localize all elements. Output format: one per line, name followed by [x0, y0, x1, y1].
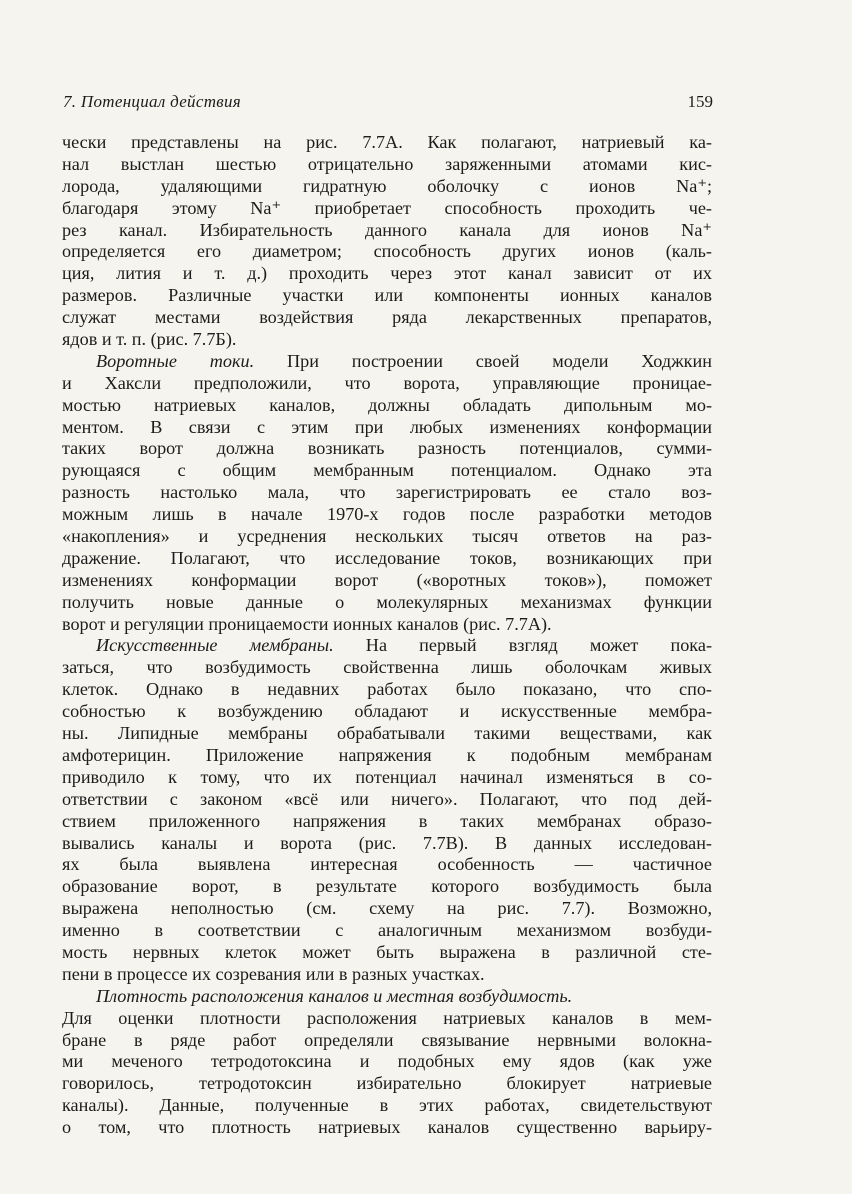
text-line: [62, 592, 712, 614]
line-text: При построении своей модели Ходжкин: [254, 350, 712, 371]
text-line: [62, 614, 712, 636]
text-line: [62, 132, 712, 154]
line-text: ядов и т. п. (рис. 7.7Б).: [62, 329, 237, 350]
line-text: и Хаксли предположили, что ворота, управляющие проницае-: [62, 372, 712, 393]
text-line: [62, 876, 712, 898]
paragraph-heading: Воротные токи.: [96, 350, 255, 371]
line-text: таких ворот должна возникать разность потенциалов, сумми-: [62, 438, 712, 459]
line-text: заться, что возбудимость свойственна лишь оболочкам живых: [62, 657, 712, 678]
text-line: [62, 1095, 712, 1117]
line-text: можным лишь в начале 1970-х годов после разработки методов: [62, 504, 712, 525]
text-line: [62, 679, 712, 701]
text-line: [62, 438, 712, 460]
line-text: пени в процессе их созревания или в разных участках.: [62, 963, 485, 984]
line-text: ция, лития и т. д.) проходить через этот канал зависит от их: [62, 263, 712, 284]
line-text: образование ворот, в результате которого возбудимость была: [62, 876, 712, 897]
text-line: [62, 986, 712, 1008]
line-text: выражена неполностью (см. схему на рис. 7.7). Возможно,: [62, 898, 712, 919]
running-head: [63, 92, 713, 116]
line-text: ворот и регуляции проницаемости ионных каналов (рис. 7.7А).: [62, 613, 552, 634]
line-text: ми меченого тетродотоксина и подобных ему ядов (как уже: [62, 1051, 712, 1072]
line-text: размеров. Различные участки или компоненты ионных каналов: [62, 285, 712, 306]
line-text: ответствии с законом «всё или ничего». Полагают, что под дей-: [62, 788, 712, 809]
text-line: [62, 723, 712, 745]
paragraph-heading: Плотность расположения каналов и местная возбудимость.: [96, 985, 573, 1006]
line-text: На первый взгляд может пока-: [333, 635, 712, 656]
line-text: мостью натриевых каналов, должны обладать дипольным мо-: [62, 394, 712, 415]
text-line: [62, 351, 712, 373]
text-line: [62, 526, 712, 548]
line-text: нал выстлан шестью отрицательно заряженными атомами кис-: [62, 153, 712, 174]
text-line: [62, 395, 712, 417]
text-line: [62, 701, 712, 723]
chapter-title: 7. Потенциал действия: [63, 92, 241, 111]
line-text: благодаря этому Na⁺ приобретает способность проходить че-: [62, 197, 712, 218]
text-line: [62, 833, 712, 855]
line-text: мость нервных клеток может быть выражена в различной сте-: [62, 941, 712, 962]
text-line: [62, 964, 712, 986]
text-line: [62, 898, 712, 920]
line-text: рез канал. Избирательность данного канала для ионов Na⁺: [62, 219, 712, 240]
text-line: [62, 635, 712, 657]
text-line: [62, 657, 712, 679]
line-text: рующаяся с общим мембранным потенциалом. Однако эта: [62, 460, 712, 481]
text-line: [62, 548, 712, 570]
line-text: определяется его диаметром; способность других ионов (каль-: [62, 241, 712, 262]
text-line: [62, 460, 712, 482]
text-line: [62, 1051, 712, 1073]
line-text: лорода, удаляющими гидратную оболочку с ионов Na⁺;: [62, 175, 712, 196]
line-text: «накопления» и усреднения нескольких тысяч ответов на раз-: [62, 526, 712, 547]
line-text: приводило к тому, что их потенциал начинал изменяться в со-: [62, 766, 712, 787]
text-line: [62, 373, 712, 395]
text-line: [62, 570, 712, 592]
text-line: [62, 482, 712, 504]
text-line: [62, 1073, 712, 1095]
text-line: [62, 285, 712, 307]
line-text: ствием приложенного напряжения в таких мембранах образо-: [62, 810, 712, 831]
line-text: амфотерицин. Приложение напряжения к подобным мембранам: [62, 744, 712, 765]
line-text: разность настолько мала, что зарегистрировать ее стало воз-: [62, 482, 712, 503]
line-text: вывались каналы и ворота (рис. 7.7В). В данных исследован-: [62, 832, 712, 853]
text-line: [62, 745, 712, 767]
text-line: [62, 329, 712, 351]
text-line: [62, 198, 712, 220]
line-text: клеток. Однако в недавних работах было показано, что спо-: [62, 679, 712, 700]
line-text: собностью к возбуждению обладают и искусственные мембра-: [62, 701, 712, 722]
text-line: [62, 307, 712, 329]
text-line: [62, 942, 712, 964]
body-text: [62, 132, 712, 1139]
text-line: [62, 1030, 712, 1052]
paragraph-heading: Искусственные мембраны.: [96, 635, 334, 656]
text-line: [62, 811, 712, 833]
line-text: ях была выявлена интересная особенность — частичное: [62, 854, 712, 875]
text-line: [62, 154, 712, 176]
line-text: бране в ряде работ определяли связывание нервными волокна-: [62, 1029, 712, 1050]
text-line: [62, 417, 712, 439]
text-line: [62, 176, 712, 198]
line-text: именно в соответствии с аналогичным механизмом возбуди-: [62, 920, 712, 941]
text-line: [62, 1117, 712, 1139]
text-line: [62, 241, 712, 263]
text-line: [62, 263, 712, 285]
line-text: ментом. В связи с этим при любых изменениях конформации: [62, 416, 712, 437]
line-text: ны. Липидные мембраны обрабатывали такими веществами, как: [62, 723, 712, 744]
line-text: получить новые данные о молекулярных механизмах функции: [62, 591, 712, 612]
text-line: [62, 920, 712, 942]
line-text: о том, что плотность натриевых каналов существенно варьиру-: [62, 1117, 712, 1138]
text-line: [62, 854, 712, 876]
line-text: служат местами воздействия ряда лекарственных препаратов,: [62, 307, 712, 328]
line-text: чески представлены на рис. 7.7А. Как полагают, натриевый ка-: [62, 132, 712, 152]
text-line: [62, 504, 712, 526]
text-line: [62, 789, 712, 811]
page-number: 159: [687, 92, 713, 111]
text-line: [62, 220, 712, 242]
line-text: каналы). Данные, полученные в этих работах, свидетельствуют: [62, 1095, 712, 1116]
line-text: Для оценки плотности расположения натриевых каналов в мем-: [62, 1007, 712, 1028]
text-line: [62, 767, 712, 789]
line-text: дражение. Полагают, что исследование токов, возникающих при: [62, 547, 712, 568]
line-text: изменениях конформации ворот («воротных токов»), поможет: [62, 569, 712, 590]
line-text: говорилось, тетродотоксин избирательно блокирует натриевые: [62, 1073, 712, 1094]
text-line: [62, 1008, 712, 1030]
